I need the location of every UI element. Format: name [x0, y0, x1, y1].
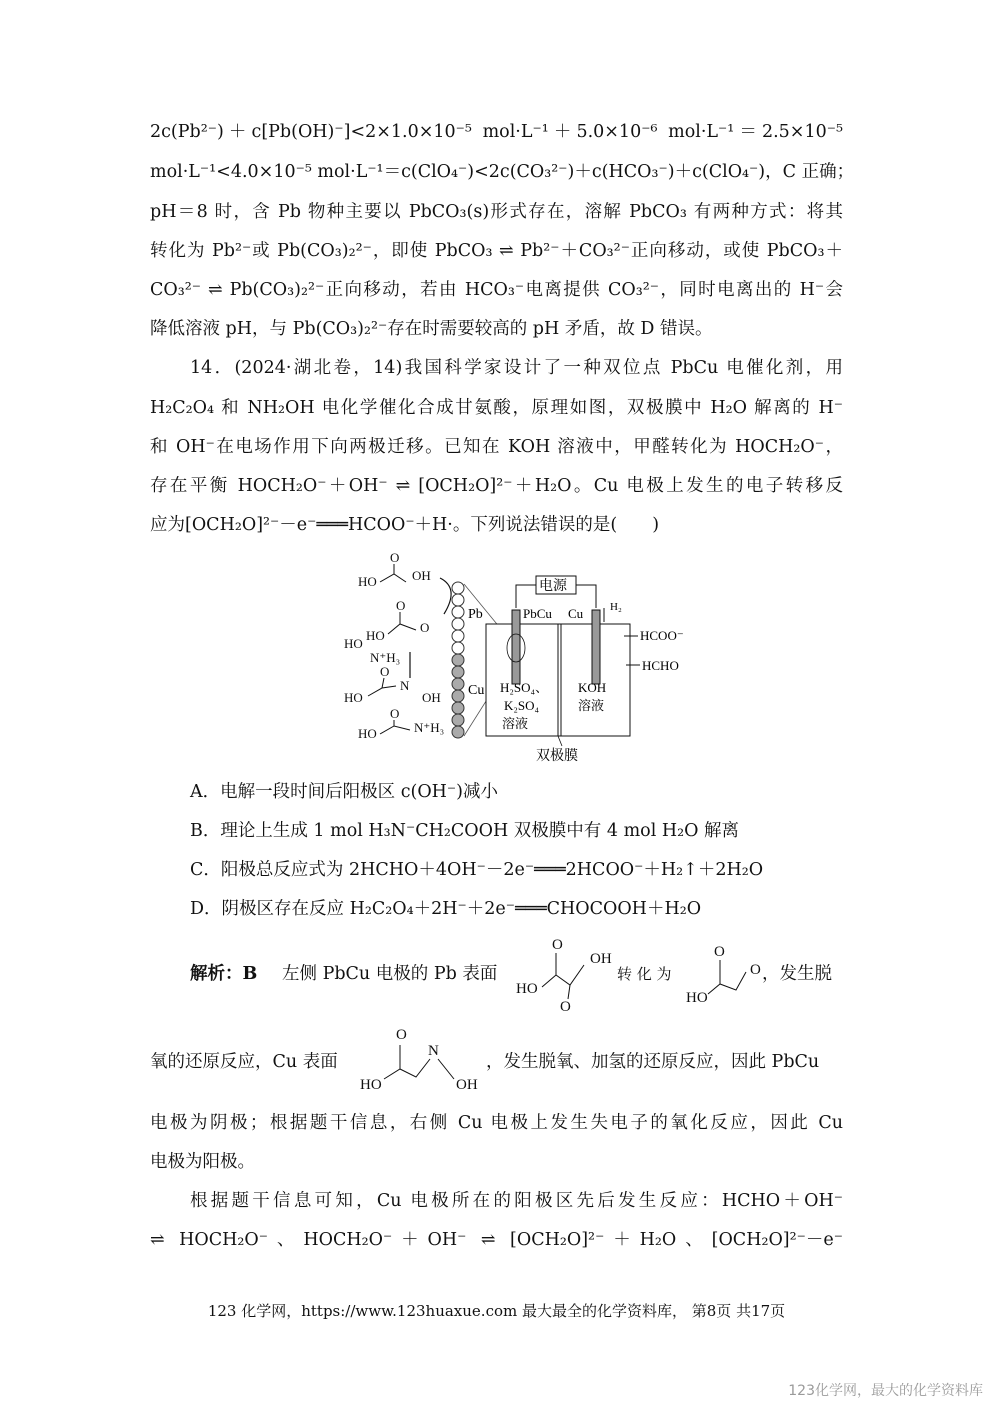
text-line: 降低溶液 pH，与 Pb(CO₃)₂²⁻存在时需要较高的 pH 矛盾，故 D 错误。 [150, 319, 713, 339]
atom-label: N [400, 678, 410, 693]
catalyst-cu-balls [452, 654, 464, 738]
electrolysis-diagram [340, 548, 700, 770]
molecule-glycine [358, 706, 444, 741]
atom-label: HO [344, 636, 363, 651]
pbcu-electrode-label: PbCu [523, 606, 552, 621]
watermark: 123化学网，最大的化学资料库 [788, 1383, 983, 1399]
atom-label: HO [344, 690, 363, 705]
h2-label: H₂ [610, 601, 622, 613]
svg-text:HO: HO [516, 981, 538, 997]
leader-line [558, 736, 562, 746]
atom-label: N⁺H₃ [414, 720, 445, 735]
oxime-structure [358, 1025, 488, 1097]
atom-label: HO [358, 574, 377, 589]
cu-electrode-label: Cu [568, 606, 584, 621]
atom-label: O [420, 620, 430, 635]
bipolar-membrane-label: 双极膜 [536, 749, 578, 764]
pbcu-electrode [512, 610, 520, 684]
left-solution-label: 溶液 [502, 716, 529, 731]
hcho-label: HCHO [642, 658, 679, 673]
analysis-text: ，发生脱氧、加氢的还原反应，因此 PbCu [486, 1052, 820, 1072]
power-source-label: 电源 [539, 579, 567, 594]
svg-text:O: O [750, 962, 761, 978]
analysis-text: ，发生脱 [762, 964, 832, 984]
atom-label: OH [412, 568, 431, 583]
oxalic-acid-structure [512, 935, 612, 1017]
page-footer: 123 化学网，https://www.123huaxue.com 最大最全的化学资料库， 第8页 共17页 [207, 1302, 786, 1320]
svg-text:O: O [396, 1027, 407, 1043]
atom-label: O [380, 664, 390, 679]
text-line: CO₃²⁻ ⇌ Pb(CO₃)₂²⁻正向移动，若由 HCO₃⁻电离提供 CO₃²⁻，同时电离出的 H⁻会 [150, 280, 843, 300]
atom-label: HO [366, 628, 385, 643]
option-c: C．阳极总反应式为 2HCHO＋4OH⁻－2e⁻═══2HCOO⁻＋H₂↑＋2H₂O [190, 860, 764, 880]
question-line: 存在平衡 HOCH₂O⁻＋OH⁻ ⇌ [OCH₂O]²⁻＋H₂O。Cu 电极上发生的电子转移反 [150, 476, 843, 496]
svg-text:HO: HO [686, 990, 708, 1006]
hcoo-label: HCOO⁻ [640, 628, 684, 643]
question-line: H₂C₂O₄ 和 NH₂OH 电化学催化合成甘氨酸，原理如图，双极膜中 H₂O 解离的 H⁻ [150, 398, 843, 418]
atom-label: N⁺H₃ [370, 650, 401, 665]
option-a: A．电解一段时间后阳极区 c(OH⁻)减小 [190, 782, 499, 802]
svg-text:O: O [560, 999, 571, 1015]
atom-label: HO [358, 726, 377, 741]
pb-label: Pb [468, 607, 483, 622]
text-line: 2c(Pb²⁻)＋c[Pb(OH)⁻]<2×1.0×10⁻⁵ mol·L⁻¹＋5.0×10⁻⁶ mol·L⁻¹＝2.5×10⁻⁵ [150, 122, 843, 142]
analysis-text: 氧的还原反应，Cu 表面 [150, 1052, 338, 1072]
final-line: 根据题干信息可知，Cu 电极所在的阳极区先后发生反应：HCHO＋OH⁻ [190, 1191, 843, 1211]
option-d: D．阴极区存在反应 H₂C₂O₄＋2H⁻＋2e⁻═══CHOCOOH＋H₂O [190, 899, 702, 919]
molecule-glyoxylic-acid [366, 598, 429, 643]
molecule-oxime [344, 664, 441, 705]
svg-text:OH: OH [590, 951, 612, 967]
svg-text:O: O [714, 944, 725, 960]
cu-electrode [592, 610, 600, 684]
wire [576, 585, 596, 608]
text-line: mol·L⁻¹<4.0×10⁻⁵ mol·L⁻¹＝c(ClO₄⁻)<2c(CO₃²⁻)＋c(HCO₃⁻)＋c(ClO₄⁻)，C 正确； [150, 162, 855, 182]
option-b: B．理论上生成 1 mol H₃N⁻CH₂COOH 双极膜中有 4 mol H₂O 解离 [190, 821, 740, 841]
svg-text:N: N [428, 1043, 439, 1059]
svg-text:O: O [552, 937, 563, 953]
analysis-label: 解析：B [190, 964, 258, 984]
glyoxylic-acid-structure [684, 940, 764, 1010]
right-solution-label: KOH [578, 680, 607, 695]
question-line: 应为[OCH₂O]²⁻－e⁻═══HCOO⁻＋H·。下列说法错误的是( ) [150, 515, 660, 535]
cu-layer-label: Cu [468, 683, 485, 698]
reaction-arrow [440, 578, 451, 614]
right-solution-label: 溶液 [578, 698, 605, 713]
text-line: pH＝8 时，含 Pb 物种主要以 PbCO₃(s)形式存在，溶解 PbCO₃ 有两种方式：将其 [150, 202, 843, 222]
left-solution-label: K₂SO₄ [504, 698, 540, 713]
atom-label: O [390, 706, 400, 721]
atom-label: O [390, 550, 400, 565]
molecule-oxalic-acid [358, 550, 431, 589]
svg-text:HO: HO [360, 1077, 382, 1093]
text-line: 转化为 Pb²⁻或 Pb(CO₃)₂²⁻，即使 PbCO₃ ⇌ Pb²⁻＋CO₃²⁻正向移动，或使 PbCO₃＋ [150, 241, 843, 261]
final-line: ⇌ HOCH₂O⁻、HOCH₂O⁻＋OH⁻ ⇌ [OCH₂O]²⁻＋H₂O、[OCH₂O]²⁻－e⁻ [150, 1230, 843, 1250]
catalyst-pb-balls [452, 582, 464, 654]
wire [516, 585, 536, 608]
analysis-text: 左侧 PbCu 电极的 Pb 表面 [282, 964, 498, 984]
atom-label: O [396, 598, 406, 613]
atom-label: OH [422, 690, 441, 705]
svg-text:OH: OH [456, 1077, 478, 1093]
left-solution-label: H₂SO₄、 [500, 680, 549, 695]
question-line: 和 OH⁻在电场作用下向两极迁移。已知在 KOH 溶液中，甲醛转化为 HOCH₂O⁻， [150, 437, 843, 457]
question-line: 14．(2024·湖北卷，14)我国科学家设计了一种双位点 PbCu 电催化剂，用 [190, 358, 843, 378]
analysis-text: 转 化 为 [617, 965, 672, 983]
analysis-line: 电极为阴极；根据题干信息，右侧 Cu 电极上发生失电子的氧化反应，因此 Cu [150, 1113, 843, 1133]
analysis-line: 电极为阳极。 [150, 1152, 255, 1172]
